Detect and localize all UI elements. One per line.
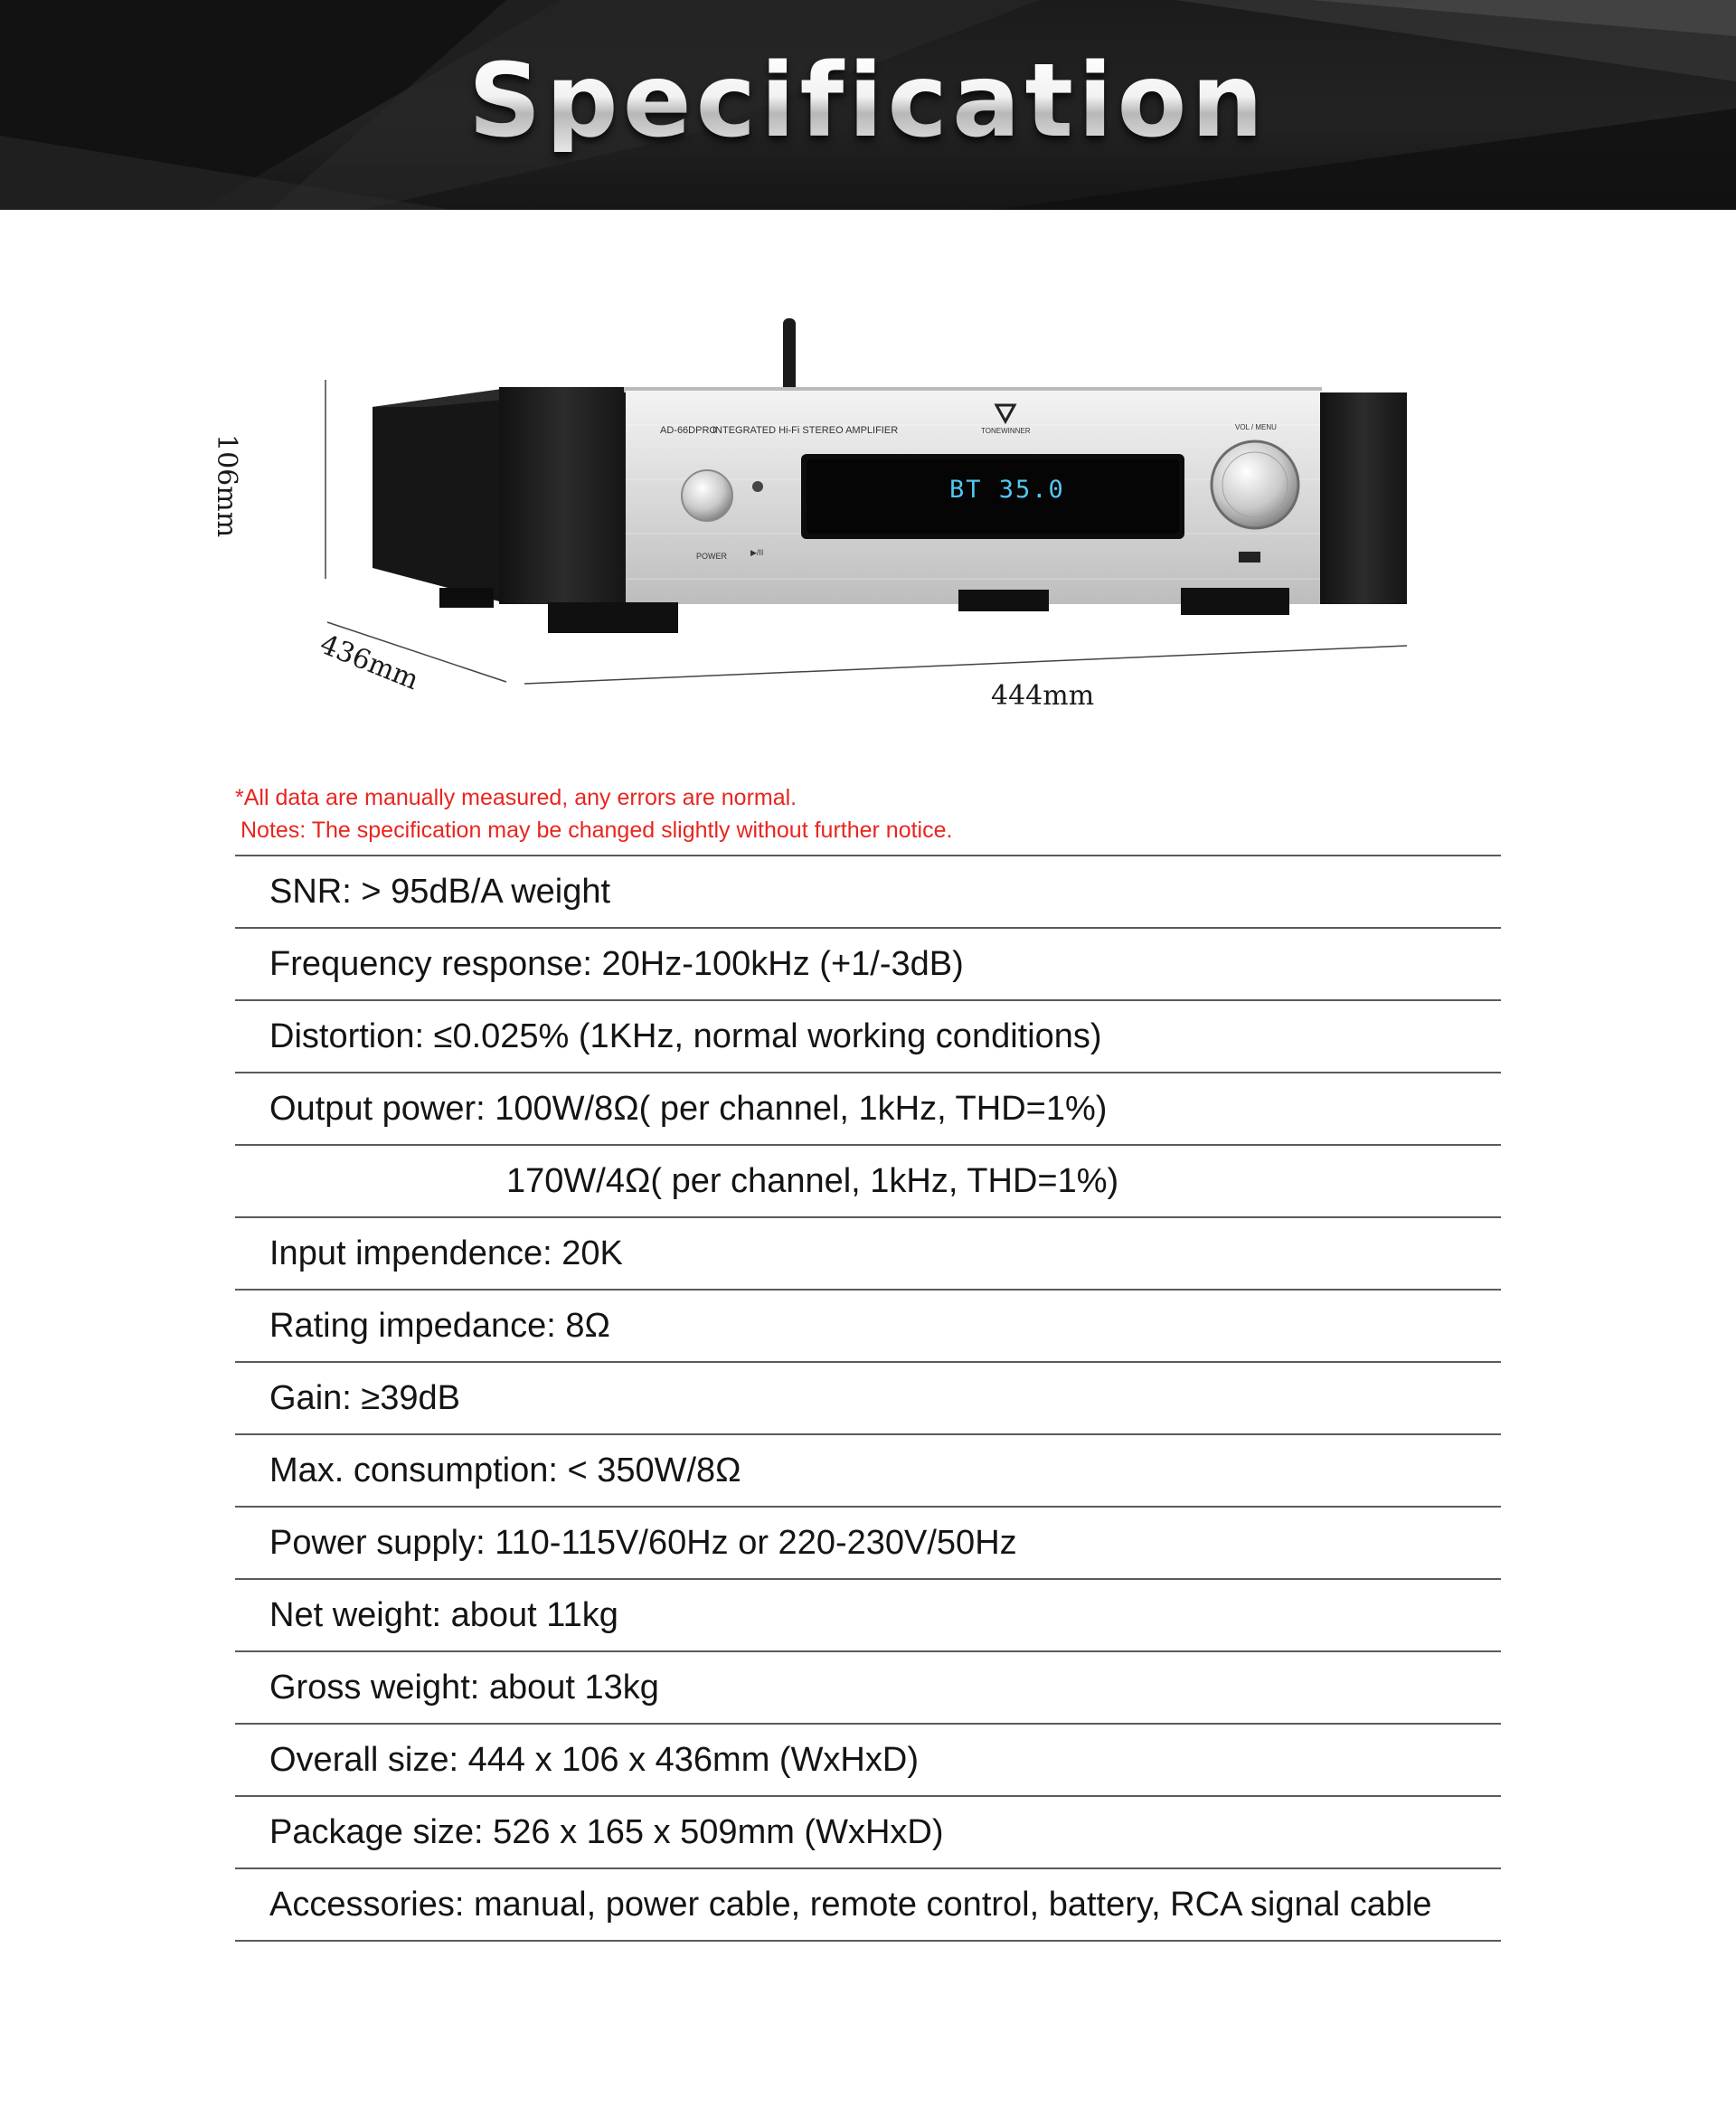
spec-row-input-impedance: Input impendence: 20K: [235, 1218, 1501, 1291]
dimension-height: 106mm: [211, 434, 242, 538]
note-line-2: Notes: The specification may be changed slightly without further notice.: [241, 818, 953, 843]
measurement-notes: [235, 781, 952, 846]
spec-row-distortion: Distortion: ≤0.025% (1KHz, normal working conditions): [235, 1001, 1501, 1073]
power-label: POWER: [696, 552, 728, 561]
subtitle-label: INTEGRATED Hi-Fi STEREO AMPLIFIER: [712, 425, 899, 436]
spec-row-power-supply: Power supply: 110-115V/60Hz or 220-230V/50Hz: [235, 1508, 1501, 1580]
amplifier-image: [0, 298, 1736, 723]
spec-row-gain: Gain: ≥39dB: [235, 1363, 1501, 1435]
spec-row-output-power-4ohm: 170W/4Ω( per channel, 1kHz, THD=1%): [235, 1146, 1501, 1218]
volume-label: VOL / MENU: [1235, 423, 1277, 431]
spec-row-snr: SNR: > 95dB/A weight: [235, 856, 1501, 929]
spec-row-gross-weight: Gross weight: about 13kg: [235, 1652, 1501, 1725]
page-title: Specification: [0, 51, 1736, 152]
spec-row-output-power: Output power: 100W/8Ω( per channel, 1kHz, THD=1%): [235, 1073, 1501, 1146]
play-label: ▶/II: [750, 548, 764, 557]
display-readout: BT 35.0: [949, 476, 1065, 504]
spec-row-overall-size: Overall size: 444 x 106 x 436mm (WxHxD): [235, 1725, 1501, 1797]
note-line-1: *All data are manually measured, any errors are normal.: [235, 785, 797, 810]
spec-row-accessories: Accessories: manual, power cable, remote control, battery, RCA signal cable: [235, 1869, 1501, 1942]
spec-row-net-weight: Net weight: about 11kg: [235, 1580, 1501, 1652]
brand-label: TONEWINNER: [981, 427, 1031, 435]
header-banner: [0, 0, 1736, 210]
spec-row-rating-impedance: Rating impedance: 8Ω: [235, 1291, 1501, 1363]
product-illustration: [0, 298, 1736, 723]
spec-row-frequency-response: Frequency response: 20Hz-100kHz (+1/-3dB): [235, 929, 1501, 1001]
spec-row-package-size: Package size: 526 x 165 x 509mm (WxHxD): [235, 1797, 1501, 1869]
specification-list: [235, 855, 1501, 1942]
dimension-width: 444mm: [991, 680, 1095, 712]
model-label: AD-66DPRO: [660, 425, 717, 436]
dimension-depth: 436mm: [315, 629, 423, 697]
spec-row-max-consumption: Max. consumption: < 350W/8Ω: [235, 1435, 1501, 1508]
